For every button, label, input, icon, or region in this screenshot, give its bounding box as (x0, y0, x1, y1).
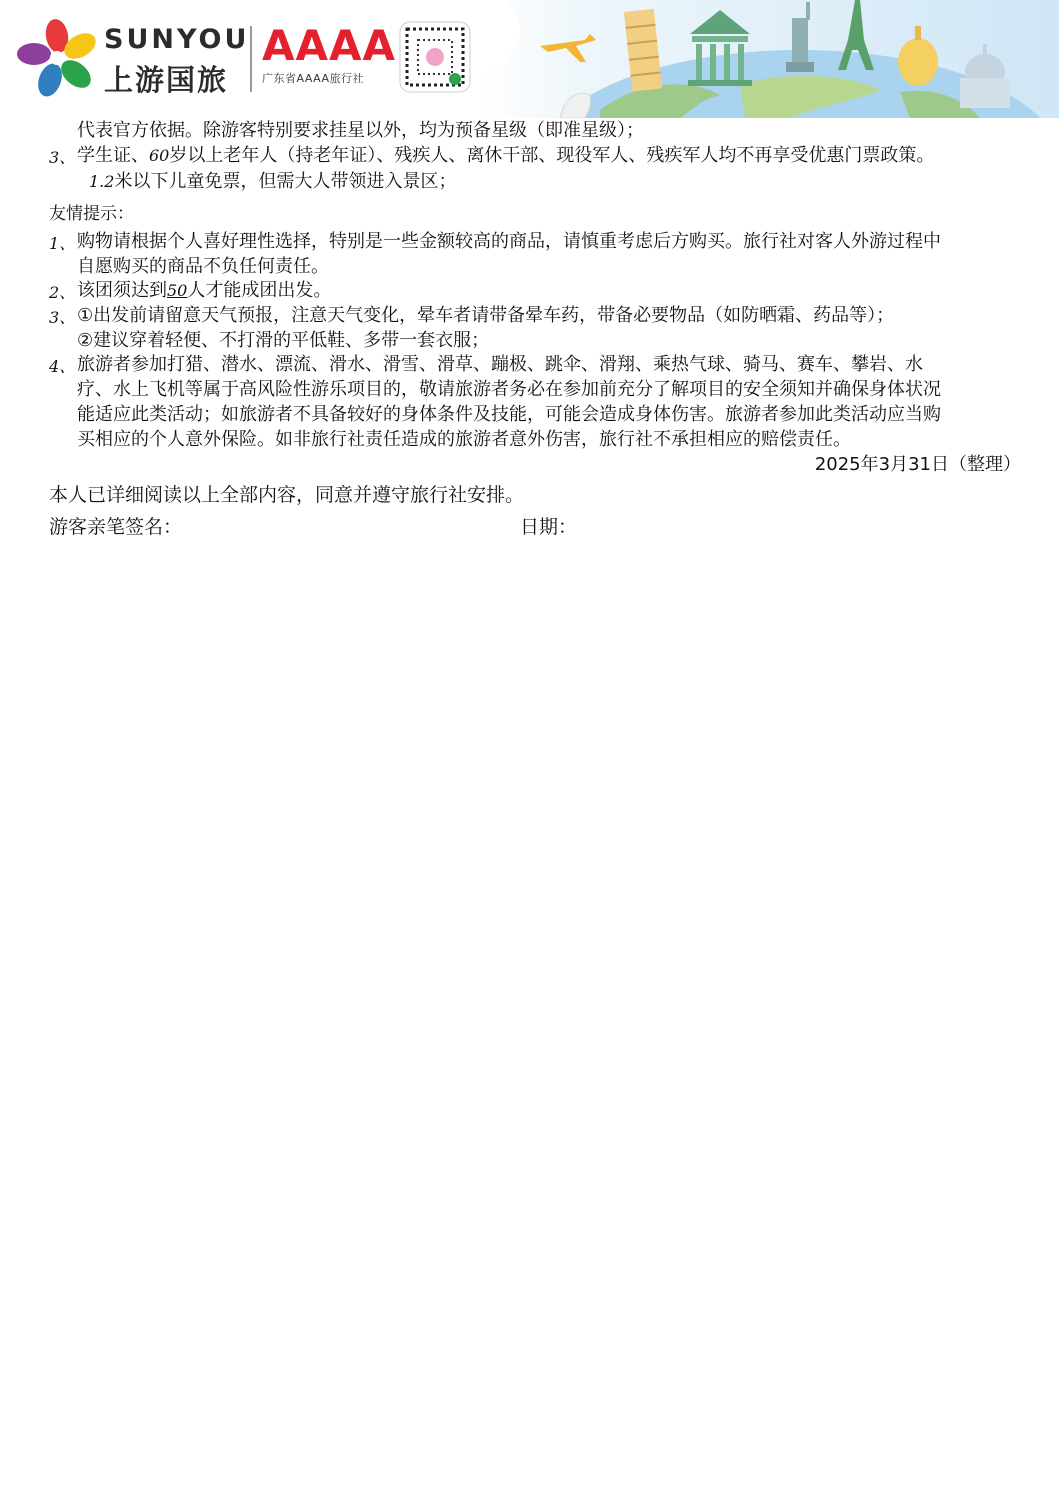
tips-item1-number: 1、 (49, 234, 76, 253)
signature-label: 游客亲笔签名： (49, 516, 183, 538)
agreement-statement: 本人已详细阅读以上全部内容，同意并遵守旅行社安排。 (49, 484, 525, 506)
tips-item4-line2: 疗、水上飞机等属于高风险性游乐项目的，敬请旅游者务必在参加前充分了解项目的安全须知并确保身体状况 (77, 379, 941, 400)
rating-badge: AAAA (262, 21, 397, 70)
tips-item2-text-a: 该团须达到 (77, 280, 167, 301)
tips-item4-line1: 旅游者参加打猎、潜水、漂流、滑水、滑雪、滑草、蹦极、跳伞、滑翔、乘热气球、骑马、赛车、攀岩、水 (77, 354, 923, 375)
intro-continuation: 代表官方依据。除游客特别要求挂星以外，均为预备星级（即准星级）； (77, 120, 644, 141)
tips-item3-line2: ②建议穿着轻便、不打滑的平低鞋、多带一套衣服； (77, 330, 490, 351)
tips-item1-line1: 购物请根据个人喜好理性选择，特别是一些金额较高的商品，请慎重考虑后方购买。旅行社对客人外游过程中 (77, 231, 941, 252)
tips-heading: 友情提示： (49, 204, 134, 224)
rating-subtitle: 广东省AAAA旅行社 (262, 72, 365, 85)
tips-item4-line4: 买相应的个人意外保险。如非旅行社责任造成的旅游者意外伤害，旅行社不承担相应的赔偿责任。 (77, 429, 851, 450)
intro-item3-text-a: 学生证、 (77, 145, 149, 166)
page-header (0, 0, 1059, 118)
tips-item1-line2: 自愿购买的商品不负任何责任。 (77, 256, 329, 277)
tips-item3-line1: ①出发前请留意天气预报，注意天气变化，晕车者请带备晕车药，带备必要物品（如防晒霜、药品等）； (77, 305, 895, 326)
header-divider (250, 26, 252, 92)
intro-item3-sub (89, 170, 456, 194)
qr-code (400, 22, 470, 92)
intro-item3-sub-text: 米以下儿童免票，但需大人带领进入景区； (114, 171, 457, 192)
intro-item3-age: 60 (149, 146, 170, 165)
brand-name-english: SUNYOU (104, 24, 250, 55)
tips-item2 (77, 279, 331, 303)
brand-name-chinese: 上游国旅 (104, 63, 229, 97)
intro-item3 (77, 144, 934, 168)
tips-item3-number: 3、 (49, 308, 76, 327)
date-label: 日期： (520, 516, 578, 538)
tips-item4-line3: 能适应此类活动；如旅游者不具备较好的身体条件及技能，可能会造成身体伤害。旅游者参加此类活动应当购 (77, 404, 941, 425)
intro-item3-height: 1.2 (89, 172, 115, 191)
tips-item2-number: 2、 (49, 283, 76, 302)
tips-item4-number: 4、 (49, 357, 76, 376)
compiled-date: 2025年3月31日（整理） (814, 454, 1021, 475)
tips-item2-count: 50 (167, 281, 188, 300)
intro-item3-text-c: 岁以上老年人（持老年证）、残疾人、离休干部、现役军人、残疾军人均不再享受优惠门票政策。 (169, 145, 935, 166)
intro-item3-number: 3、 (49, 148, 76, 167)
tips-item2-text-c: 人才能成团出发。 (187, 280, 332, 301)
